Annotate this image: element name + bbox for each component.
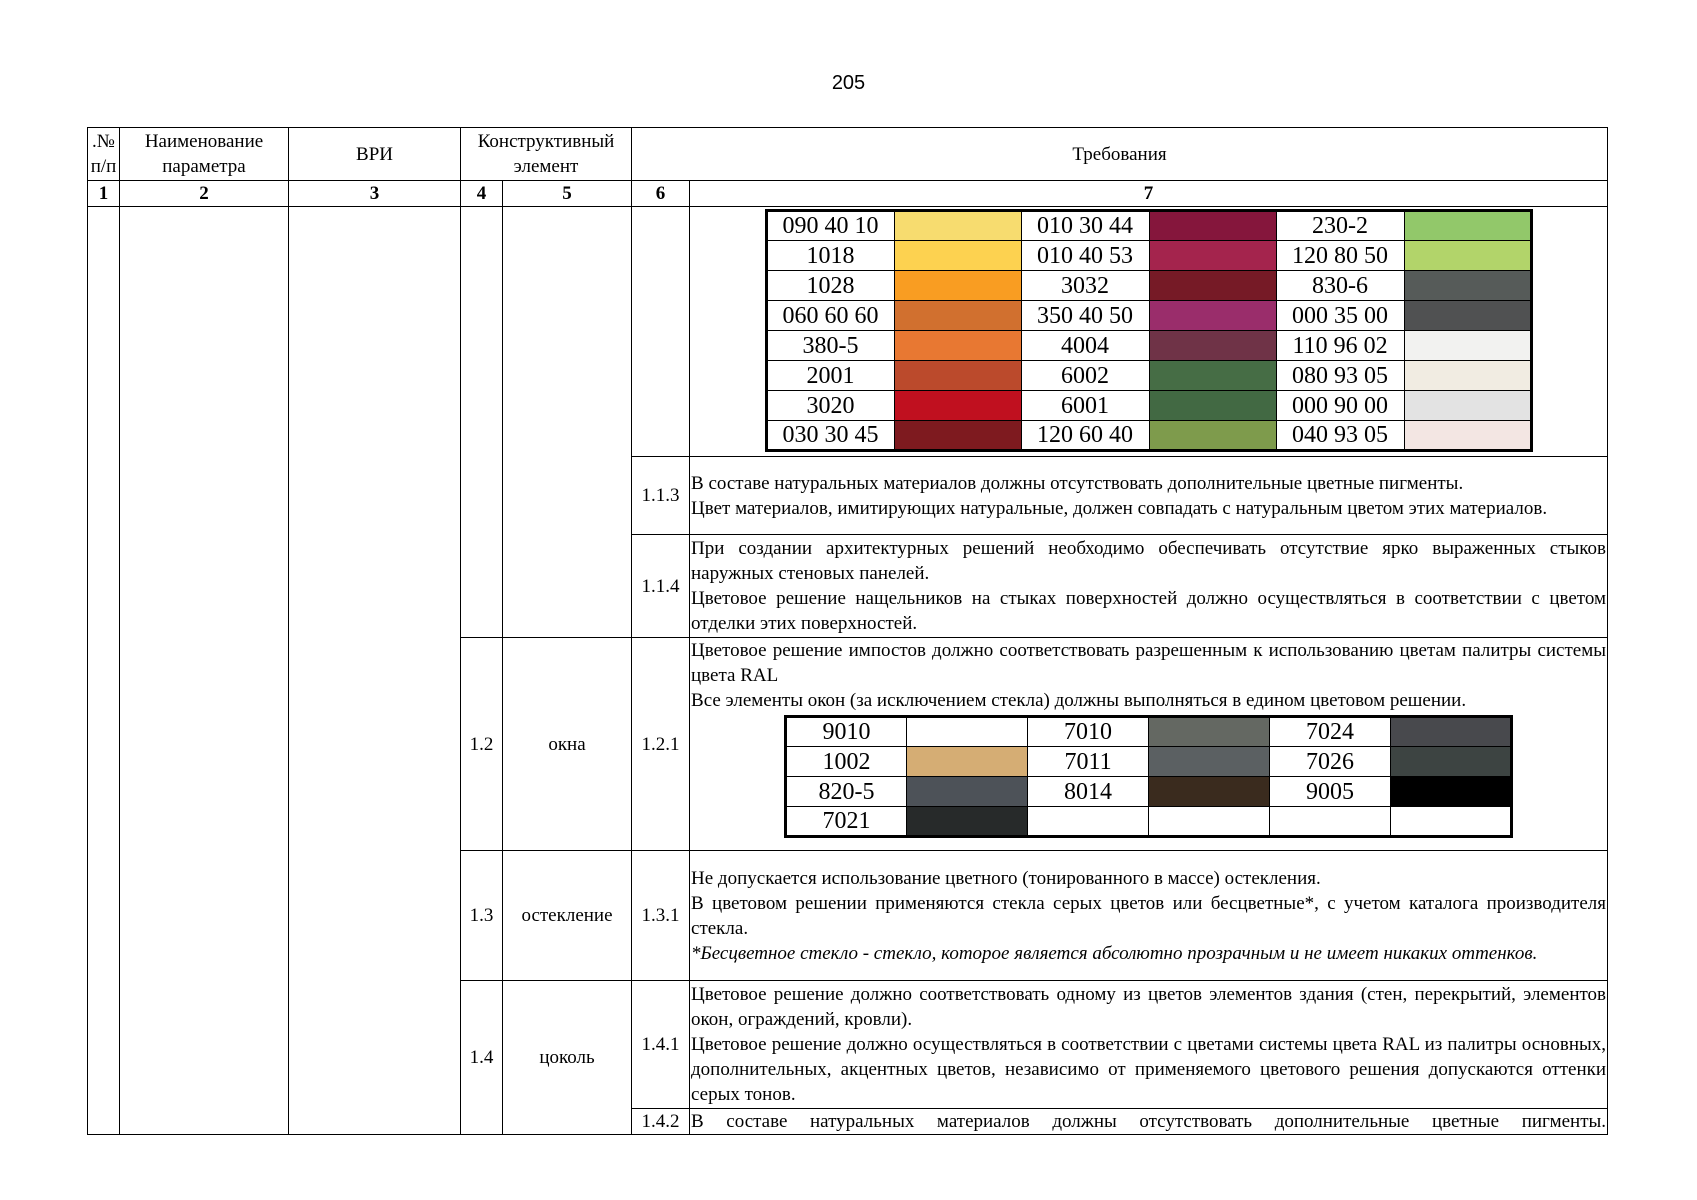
col-number-3: 3 xyxy=(289,181,461,207)
color-swatch xyxy=(907,747,1028,777)
color-swatch xyxy=(1391,717,1512,747)
color-swatch xyxy=(1404,211,1531,241)
requirement-paragraph: Цветовое решение должно соответствовать одному из цветов элементов здания (стен, перекрытий, элементов окон, ограждений, кровли). xyxy=(691,984,1607,1030)
color-code: 120 60 40 xyxy=(1021,421,1149,451)
swatch-row xyxy=(766,421,1531,451)
requirement-text xyxy=(690,851,1608,981)
color-swatch xyxy=(1404,391,1531,421)
color-code: 4004 xyxy=(1021,331,1149,361)
col-number-1: 1 xyxy=(88,181,120,207)
color-swatch xyxy=(1149,777,1270,807)
color-code: 380-5 xyxy=(766,331,894,361)
color-code: 6001 xyxy=(1021,391,1149,421)
color-code: 350 40 50 xyxy=(1021,301,1149,331)
color-swatch xyxy=(1391,807,1512,837)
color-code: 1018 xyxy=(766,241,894,271)
sub-number: 1.4.2 xyxy=(632,1109,690,1135)
color-swatch xyxy=(1149,421,1276,451)
requirement-paragraph: При создании архитектурных решений необходимо обеспечивать отсутствие ярко выраженных стыков наружных стеновых панелей. xyxy=(691,538,1607,584)
color-code: 1002 xyxy=(786,747,907,777)
color-code: 060 60 60 xyxy=(766,301,894,331)
requirement-text xyxy=(690,535,1608,638)
sub-number: 1.4.1 xyxy=(632,981,690,1109)
row-number: 1.3 xyxy=(461,851,503,981)
color-code: 030 30 45 xyxy=(766,421,894,451)
requirement-text xyxy=(690,638,1608,851)
color-swatch xyxy=(1149,271,1276,301)
color-code xyxy=(1270,807,1391,837)
swatch-row xyxy=(766,271,1531,301)
color-code: 000 90 00 xyxy=(1276,391,1404,421)
color-swatch xyxy=(1404,301,1531,331)
row-number: 1.4 xyxy=(461,981,503,1135)
header-requirements: Требования xyxy=(632,128,1608,181)
color-swatch xyxy=(1149,241,1276,271)
swatch-row xyxy=(786,807,1512,837)
color-swatch xyxy=(894,271,1021,301)
element-name: остекление xyxy=(503,851,632,981)
requirement-paragraph: В составе натуральных материалов должны отсутствовать дополнительные цветные пигменты. xyxy=(691,472,1464,494)
color-code: 230-2 xyxy=(1276,211,1404,241)
requirement-text xyxy=(690,457,1608,535)
header-vri: ВРИ xyxy=(289,128,461,181)
requirement-paragraph: Цветовое решение должно осуществляться в соответствии с цветами системы цвета RAL из палитры основных, дополнительных, акцентных цветов, независимо от применяемого цветового решения допускаются оттенки серых тонов. xyxy=(691,1034,1607,1105)
color-swatch xyxy=(894,211,1021,241)
row-number: 1.1.3 xyxy=(632,457,690,535)
color-code xyxy=(1028,807,1149,837)
col-number-6: 6 xyxy=(632,181,690,207)
color-swatch xyxy=(1404,421,1531,451)
sub-number: 1.2.1 xyxy=(632,638,690,851)
swatch-row xyxy=(766,211,1531,241)
palette-main-cell xyxy=(690,207,1608,457)
cell-empty xyxy=(289,207,461,1135)
color-code: 3032 xyxy=(1021,271,1149,301)
color-swatch xyxy=(1149,361,1276,391)
color-swatch xyxy=(907,717,1028,747)
header-parameter-name: Наименование параметра xyxy=(120,128,289,181)
requirement-text xyxy=(690,1109,1608,1135)
color-code: 010 40 53 xyxy=(1021,241,1149,271)
color-swatch xyxy=(1149,747,1270,777)
color-swatch xyxy=(1391,747,1512,777)
color-swatch xyxy=(907,807,1028,837)
color-swatch xyxy=(1149,391,1276,421)
color-swatch xyxy=(1149,331,1276,361)
cell-empty xyxy=(632,207,690,457)
requirement-footnote: *Бесцветное стекло - стекло, которое является абсолютно прозрачным и не имеет никаких оттенков. xyxy=(691,942,1538,964)
col-number-5: 5 xyxy=(503,181,632,207)
color-swatch xyxy=(1391,777,1512,807)
color-code: 7010 xyxy=(1028,717,1149,747)
color-code: 040 93 05 xyxy=(1276,421,1404,451)
row-number: 1.1.4 xyxy=(632,535,690,638)
color-swatch xyxy=(1149,807,1270,837)
palette-windows xyxy=(784,715,1513,838)
requirement-paragraph: Цветовое решение импостов должно соответствовать разрешенным к использованию цветам палитры системы цвета RAL xyxy=(691,640,1607,686)
swatch-row xyxy=(786,777,1512,807)
color-swatch xyxy=(894,391,1021,421)
swatch-row xyxy=(766,301,1531,331)
col-number-7: 7 xyxy=(690,181,1608,207)
color-code: 080 93 05 xyxy=(1276,361,1404,391)
swatch-row xyxy=(766,391,1531,421)
cell-empty xyxy=(503,207,632,638)
color-code: 090 40 10 xyxy=(766,211,894,241)
element-name: цоколь xyxy=(503,981,632,1135)
page-number: 205 xyxy=(831,72,866,94)
color-code: 9005 xyxy=(1270,777,1391,807)
requirement-paragraph: Все элементы окон (за исключением стекла) должны выполняться в едином цветовом решении. xyxy=(691,690,1467,711)
color-swatch xyxy=(1149,211,1276,241)
color-swatch xyxy=(894,361,1021,391)
requirement-paragraph: Цвет материалов, имитирующих натуральные, должен совпадать с натуральным цветом этих материалов. xyxy=(691,497,1548,519)
color-swatch xyxy=(1149,301,1276,331)
color-code: 7011 xyxy=(1028,747,1149,777)
table-row xyxy=(88,207,1608,457)
color-swatch xyxy=(1149,717,1270,747)
swatch-row xyxy=(766,241,1531,271)
sub-number: 1.3.1 xyxy=(632,851,690,981)
requirement-paragraph: Не допускается использование цветного (тонированного в массе) остекления. xyxy=(691,867,1321,889)
swatch-row xyxy=(786,717,1512,747)
color-code: 820-5 xyxy=(786,777,907,807)
color-code: 110 96 02 xyxy=(1276,331,1404,361)
color-code: 7021 xyxy=(786,807,907,837)
color-code: 6002 xyxy=(1021,361,1149,391)
color-code: 1028 xyxy=(766,271,894,301)
col-number-4: 4 xyxy=(461,181,503,207)
swatch-row xyxy=(786,747,1512,777)
cell-empty xyxy=(461,207,503,638)
header-structural-element: Конструктивный элемент xyxy=(461,128,632,181)
palette-main xyxy=(765,209,1533,452)
cell-empty xyxy=(120,207,289,1135)
swatch-row xyxy=(766,331,1531,361)
row-number: 1.2 xyxy=(461,638,503,851)
color-swatch xyxy=(1404,241,1531,271)
requirements-table xyxy=(87,127,1608,1135)
header-number: .№ п/п xyxy=(88,128,120,181)
color-code: 120 80 50 xyxy=(1276,241,1404,271)
palette-windows-wrap xyxy=(691,713,1606,842)
color-code: 9010 xyxy=(786,717,907,747)
element-name: окна xyxy=(503,638,632,851)
color-code: 7024 xyxy=(1270,717,1391,747)
column-numbers-row xyxy=(88,181,1608,207)
color-swatch xyxy=(1404,361,1531,391)
cell-empty xyxy=(88,207,120,1135)
requirement-paragraph: В цветовом решении применяются стекла серых цветов или бесцветные*, с учетом каталога производителя стекла. xyxy=(691,892,1607,939)
color-code: 7026 xyxy=(1270,747,1391,777)
color-code: 000 35 00 xyxy=(1276,301,1404,331)
color-swatch xyxy=(894,421,1021,451)
requirement-paragraph: Цветовое решение нащельников на стыках поверхностей должно осуществляться в соответствии с цветом отделки этих поверхностей. xyxy=(691,588,1607,634)
color-swatch xyxy=(894,331,1021,361)
color-swatch xyxy=(907,777,1028,807)
col-number-2: 2 xyxy=(120,181,289,207)
color-swatch xyxy=(894,241,1021,271)
color-code: 3020 xyxy=(766,391,894,421)
swatch-row xyxy=(766,361,1531,391)
requirement-paragraph: В составе натуральных материалов должны отсутствовать дополнительные цветные пигменты. xyxy=(691,1111,1607,1132)
color-code: 010 30 44 xyxy=(1021,211,1149,241)
color-swatch xyxy=(1404,271,1531,301)
color-swatch xyxy=(1404,331,1531,361)
color-code: 830-6 xyxy=(1276,271,1404,301)
requirement-text xyxy=(690,981,1608,1109)
color-code: 8014 xyxy=(1028,777,1149,807)
color-code: 2001 xyxy=(766,361,894,391)
color-swatch xyxy=(894,301,1021,331)
